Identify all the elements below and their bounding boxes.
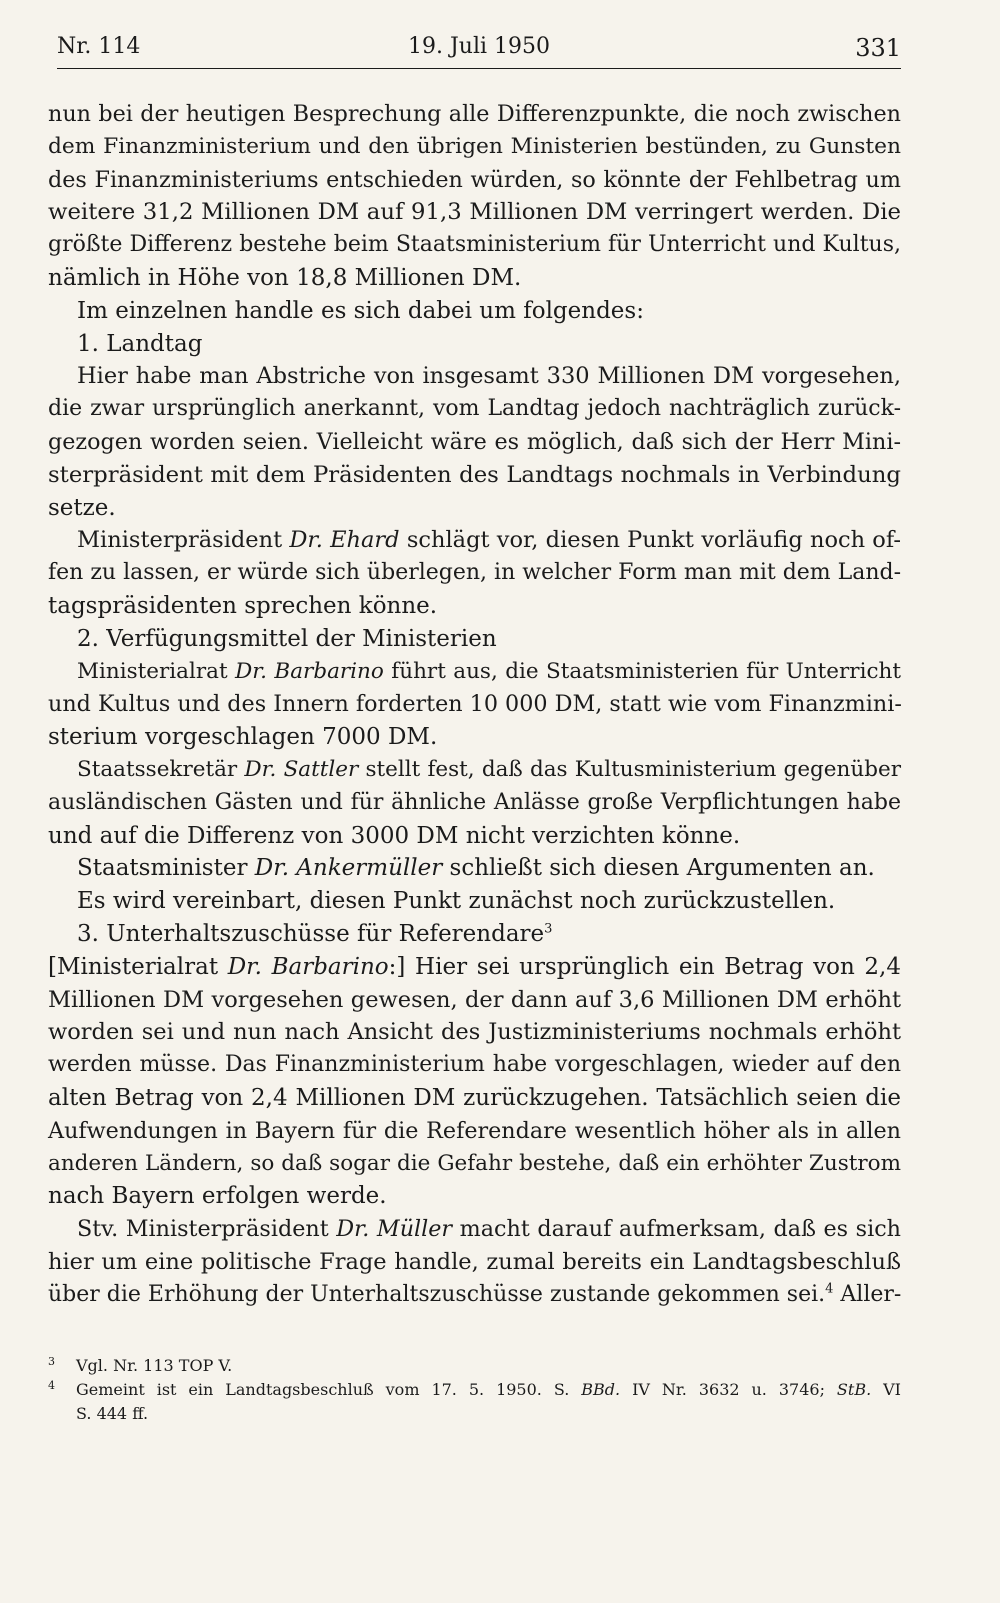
- text-segment: Aller-: [833, 1281, 902, 1307]
- text-segment: führt aus, die Staatsministerien für Unterricht: [383, 658, 901, 684]
- text-line: Aufwendungen in Bayern für die Referendare wesentlich höher als in allen: [48, 1117, 901, 1144]
- speaker-name: Dr. Barbarino: [227, 953, 389, 980]
- footnote-4-continuation: S. 444 ff.: [76, 1404, 149, 1423]
- text-segment: [Ministerialrat: [48, 953, 228, 980]
- text-line: Es wird vereinbart, diesen Punkt zunächst noch zurückzustellen.: [77, 888, 836, 915]
- text-segment: stellt fest, daß das Kultusministerium gegenüber: [358, 756, 901, 782]
- section-heading-verfuegungsmittel: 2. Verfügungsmittel der Ministerien: [77, 625, 497, 652]
- text-segment: Stv. Ministerpräsident: [77, 1216, 337, 1243]
- header-date: 19. Juli 1950: [407, 34, 551, 59]
- text-line: gezogen worden seien. Vielleicht wäre es möglich, daß sich der Herr Mini-: [48, 428, 901, 455]
- text-line: [48, 951, 901, 984]
- section-heading-referendare: [48, 918, 901, 951]
- text-line: Millionen DM vorgesehen gewesen, der dann auf 3,6 Millionen DM erhöht: [48, 986, 901, 1013]
- footnote-citation: StB.: [836, 1380, 872, 1399]
- footnote-3: 3 Vgl. Nr. 113 TOP V.: [48, 1354, 233, 1375]
- text-line: nämlich in Höhe von 18,8 Millionen DM.: [48, 264, 522, 291]
- footnote-text: Gemeint ist ein Landtagsbeschluß vom 17. 5. 1950. S.: [76, 1380, 582, 1399]
- document-number: Nr. 114: [57, 34, 141, 59]
- text-line: werden müsse. Das Finanzministerium habe vorgeschlagen, wieder auf den: [48, 1052, 901, 1078]
- footnote-text: VI: [871, 1380, 901, 1399]
- text-line: sterium vorgeschlagen 7000 DM.: [48, 724, 438, 751]
- text-line: fen zu lassen, er würde sich überlegen, in welcher Form man mit dem Land-: [48, 560, 902, 586]
- footnote-reference: 4: [825, 1281, 834, 1297]
- text-line: setze.: [48, 494, 116, 521]
- text-line: die zwar ursprünglich anerkannt, vom Landtag jedoch nachträglich zurück-: [48, 396, 901, 422]
- text-segment: schlägt vor, diesen Punkt vorläufig noch of-: [399, 527, 901, 554]
- text-line: alten Betrag von 2,4 Millionen DM zurückzugehen. Tatsächlich seien die: [48, 1084, 901, 1111]
- running-header: [57, 30, 901, 69]
- speaker-name: Dr. Ankermüller: [254, 855, 443, 882]
- text-line: [48, 1279, 901, 1312]
- text-segment: Staatsminister: [77, 855, 255, 882]
- text-segment: Ministerpräsident: [77, 527, 290, 554]
- text-segment: macht darauf aufmerksam, daß es sich: [452, 1216, 902, 1243]
- text-segment: schließt sich diesen Argumenten an.: [442, 855, 875, 882]
- text-segment: Staatssekretär: [77, 756, 245, 782]
- text-line: und auf die Differenz von 3000 DM nicht verzichten könne.: [48, 822, 741, 849]
- speaker-name: Dr. Sattler: [244, 756, 359, 782]
- text-line: ausländischen Gästen und für ähnliche Anlässe große Verpflichtungen habe: [48, 789, 901, 815]
- text-line: Hier habe man Abstriche von insgesamt 330 Millionen DM vorgesehen,: [77, 363, 901, 390]
- text-line: Im einzelnen handle es sich dabei um folgendes:: [77, 297, 644, 324]
- text-line: nun bei der heutigen Besprechung alle Differenzpunkte, die noch zwischen: [48, 101, 901, 127]
- footnote-citation: BBd.: [581, 1380, 621, 1399]
- speaker-name: Dr. Ehard: [289, 527, 400, 554]
- text-line: hier um eine politische Frage handle, zumal bereits ein Landtagsbeschluß: [48, 1248, 901, 1275]
- text-line: des Finanzministeriums entschieden würden, so könnte der Fehlbetrag um: [48, 166, 901, 193]
- footnote-text: IV Nr. 3632 u. 3746;: [620, 1380, 837, 1399]
- text-line: [48, 1213, 901, 1246]
- section-heading-landtag: 1. Landtag: [77, 330, 203, 357]
- text-line: dem Finanzministerium und den übrigen Ministerien bestünden, zu Gunsten: [48, 133, 901, 159]
- speaker-name: Dr. Müller: [336, 1216, 453, 1243]
- text-line: sterpräsident mit dem Präsidenten des Landtags nochmals in Verbindung: [48, 461, 901, 488]
- main-text: [48, 98, 901, 1311]
- text-line: nach Bayern erfolgen werde.: [48, 1183, 387, 1210]
- text-line: weitere 31,2 Millionen DM auf 91,3 Millionen DM verringert werden. Die: [48, 199, 901, 226]
- text-segment: über die Erhöhung der Unterhaltszuschüsse zustande gekommen sei.: [48, 1281, 826, 1307]
- speaker-name: Dr. Barbarino: [235, 658, 384, 684]
- footnote-text: Vgl. Nr. 113 TOP V.: [76, 1356, 233, 1375]
- text-segment: 3. Unterhaltszuschüsse für Referendare: [77, 920, 545, 947]
- footnotes: [48, 1354, 901, 1426]
- text-line: [48, 754, 901, 787]
- text-line: anderen Ländern, so daß sogar die Gefahr bestehe, daß ein erhöhter Zustrom: [48, 1150, 901, 1176]
- footnote-4: 4 Gemeint ist ein Landtagsbeschluß vom 17. 5. 1950. S. BBd. IV Nr. 3632 u. 3746; StB. VI: [48, 1378, 901, 1399]
- footnote-reference: 3: [544, 921, 553, 937]
- text-segment: Ministerialrat: [77, 658, 236, 684]
- text-line: und Kultus und des Innern forderten 10 000 DM, statt wie vom Finanzmini-: [48, 691, 902, 718]
- text-line: tagspräsidenten sprechen könne.: [48, 592, 438, 619]
- text-line: worden sei und nun nach Ansicht des Justizministeriums nochmals erhöht: [48, 1019, 901, 1046]
- text-line: [48, 852, 901, 885]
- text-line: größte Differenz bestehe beim Staatsministerium für Unterricht und Kultus,: [48, 232, 901, 258]
- text-segment: :] Hier sei ursprünglich ein Betrag von 2,4: [388, 953, 902, 980]
- text-line: [48, 656, 901, 689]
- text-line: [48, 524, 901, 557]
- page-number: 331: [855, 34, 901, 62]
